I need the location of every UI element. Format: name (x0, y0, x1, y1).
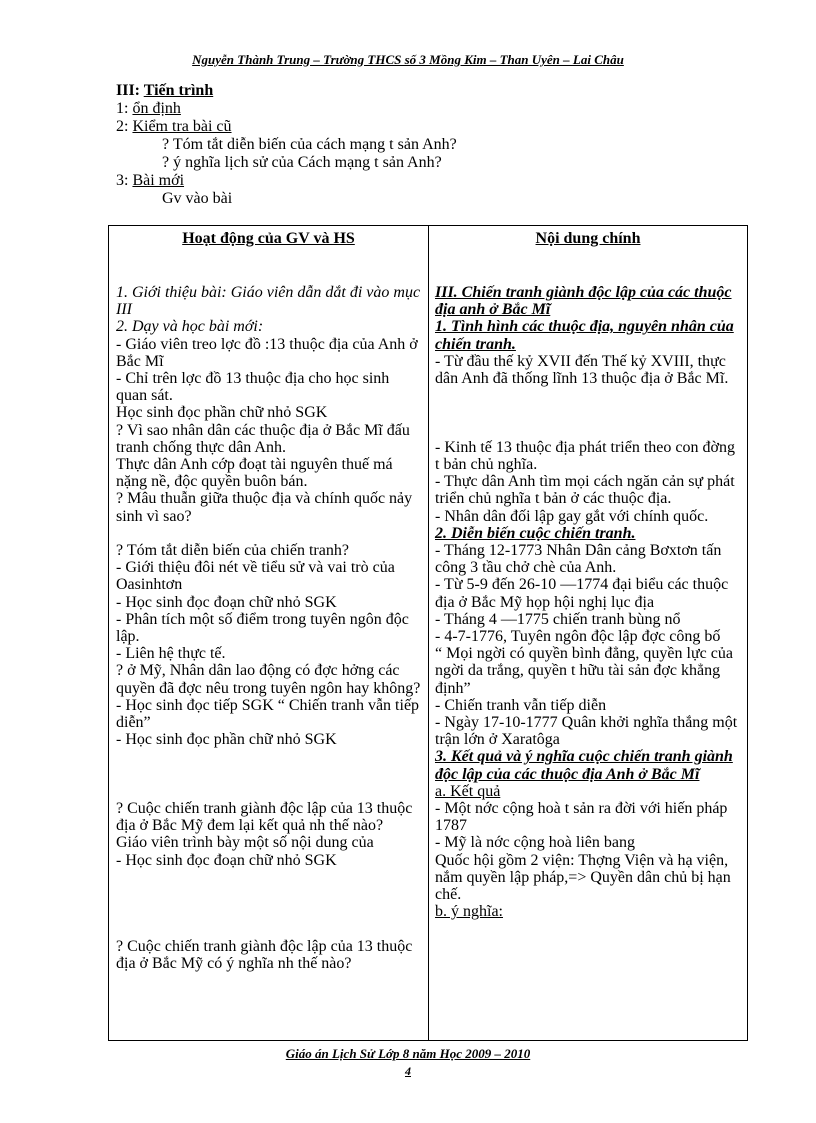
content-line: - Từ 5-9 đến 26-10 —1774 đại biểu các thuộc địa ở Bắc Mỹ họp hội nghị lục địa (435, 576, 729, 611)
activity-line: - Học sinh đọc phần chữ nhỏ SGK (116, 731, 337, 749)
activity-line: - Phân tích một số điểm trong tuyên ngôn độc lập. (116, 610, 409, 646)
content-line: - Mỹ là nớc cộng hoà liên bang (435, 834, 635, 852)
activity-line: - Chỉ trên lợc đồ 13 thuộc địa cho học sinh quan sát. (116, 370, 390, 405)
content-subheading: b. ý nghĩa: (435, 903, 503, 921)
content-line: - Tháng 12-1773 Nhân Dân cảng Bơxtơn tấn công 3 tầu chở chè của Anh. (435, 542, 722, 577)
activity-line: ? ở Mỹ, Nhân dân lao động có đợc hởng các quyền đã đợc nêu trong tuyên ngôn hay không? (116, 662, 421, 697)
activity-line: - Giới thiệu đôi nét về tiểu sử và vai trò của Oasinhtơn (116, 559, 395, 594)
step-number: 1: (116, 100, 133, 117)
right-column-body (435, 284, 741, 921)
content-line: - Kinh tế 13 thuộc địa phát triển theo con đờng t bản chủ nghĩa. (435, 438, 735, 474)
content-heading: 2. Diễn biến cuộc chiến tranh. (435, 524, 636, 542)
page-header: Nguyễn Thành Trung – Trường THCS số 3 Mồng Kim – Than Uyên – Lai Châu (192, 52, 624, 67)
review-question: ? ý nghĩa lịch sử của Cách mạng t sản Anh? (162, 154, 442, 171)
activity-line: Học sinh đọc phần chữ nhỏ SGK (116, 404, 328, 422)
lesson-progress-section (116, 82, 457, 208)
section-title-text: Tiến trình (143, 82, 214, 99)
activity-line: - Giáo viên treo lợc đồ :13 thuộc địa của Anh ở Bắc Mĩ (116, 335, 418, 370)
activity-line: - Học sinh đọc tiếp SGK “ Chiến tranh vẫn tiếp diễn” (116, 696, 420, 732)
step-item (116, 172, 457, 190)
right-column-header: Nội dung chính (535, 230, 641, 247)
left-column-body (116, 284, 421, 972)
content-line: - Thực dân Anh tìm mọi cách ngăn cản sự phát triển chủ nghĩa t bản ở các thuộc địa. (435, 473, 735, 508)
content-line: - 4-7-1776, Tuyên ngôn độc lập đợc công bố (435, 628, 721, 646)
activity-line: ? Cuộc chiến tranh giành độc lập của 13 thuộc địa ở Bắc Mỹ có ý nghĩa nh thế nào? (116, 937, 413, 972)
section-title (116, 82, 457, 100)
step-number: 3: (116, 172, 133, 189)
content-line: - Nhân dân đối lập gay gắt với chính quốc. (435, 507, 709, 525)
step-text: ổn định (132, 100, 181, 117)
content-line: - Ngày 17-10-1777 Quân khởi nghĩa thắng một trận lớn ở Xaratôga (435, 714, 738, 749)
content-line: “ Mọi ngời có quyền bình đẳng, quyền lực của ngời da trắng, quyền t hữu tài sản đợc khẳng định” (435, 645, 733, 697)
activity-line: 2. Dạy và học bài mới: (116, 318, 264, 336)
step-item (116, 118, 457, 136)
content-line: - Tháng 4 —1775 chiến tranh bùng nổ (435, 610, 681, 628)
step-text: Kiểm tra bài cũ (132, 118, 232, 135)
activity-line: ? Tóm tắt diễn biến của chiến tranh? (116, 542, 349, 560)
content-heading: 1. Tình hình các thuộc địa, nguyên nhân của chiến tranh. (435, 318, 734, 353)
activity-line: ? Mâu thuẫn giữa thuộc địa và chính quốc nảy sinh vì sao? (116, 490, 413, 525)
section-title-number: III: (116, 82, 144, 99)
activity-line: - Liên hệ thực tế. (116, 645, 226, 663)
page-footer: Giáo án Lịch Sử Lớp 8 năm Học 2009 – 2010 (285, 1046, 531, 1061)
content-subheading: a. Kết quả (435, 782, 501, 800)
review-question: ? Tóm tắt diễn biến của cách mạng t sản Anh? (162, 136, 457, 153)
activity-line: Thực dân Anh cớp đoạt tài nguyên thuế má nặng nề, độc quyền buôn bán. (116, 456, 393, 491)
content-line: - Chiến tranh vẫn tiếp diễn (435, 696, 607, 714)
intro-text: Gv vào bài (162, 190, 233, 207)
step-item (116, 100, 457, 118)
content-heading: III. Chiến tranh giành độc lập của các thuộc địa anh ở Bắc Mĩ (435, 284, 732, 319)
step-number: 2: (116, 118, 133, 135)
activity-line: 1. Giới thiệu bài: Giáo viên dẫn dắt đi vào mục III (116, 284, 421, 319)
content-heading: 3. Kết quả và ý nghĩa cuộc chiến tranh giành độc lập của các thuộc địa Anh ở Bắc Mĩ (435, 748, 733, 783)
left-column-header: Hoạt động của GV và HS (182, 230, 355, 247)
content-line: - Từ đầu thế kỷ XVII đến Thế kỷ XVIII, thực dân Anh đã thống lĩnh 13 thuộc địa ở Bắc Mĩ. (435, 352, 729, 388)
column-divider (428, 226, 429, 1040)
step-text: Bài mới (132, 172, 185, 189)
page-number: 4 (405, 1064, 411, 1078)
activity-line: Giáo viên trình bày một số nội dung của (116, 834, 374, 852)
activity-line: - Học sinh đọc đoạn chữ nhỏ SGK (116, 851, 337, 869)
activity-line: ? Vì sao nhân dân các thuộc địa ở Bắc Mĩ đấu tranh chống thực dân Anh. (116, 421, 410, 456)
lesson-table (108, 225, 748, 1041)
activity-line: ? Cuộc chiến tranh giành độc lập của 13 thuộc địa ở Bắc Mỹ đem lại kết quả nh thế nào? (116, 800, 413, 835)
activity-line: - Học sinh đọc đoạn chữ nhỏ SGK (116, 593, 337, 611)
content-line: - Một nớc cộng hoà t sản ra đời với hiến pháp 1787 (435, 800, 728, 835)
content-line: Quốc hội gồm 2 viện: Thợng Viện và hạ viện, nắm quyền lập pháp,=> Quyền dân chủ bị hạn chế. (435, 851, 731, 904)
